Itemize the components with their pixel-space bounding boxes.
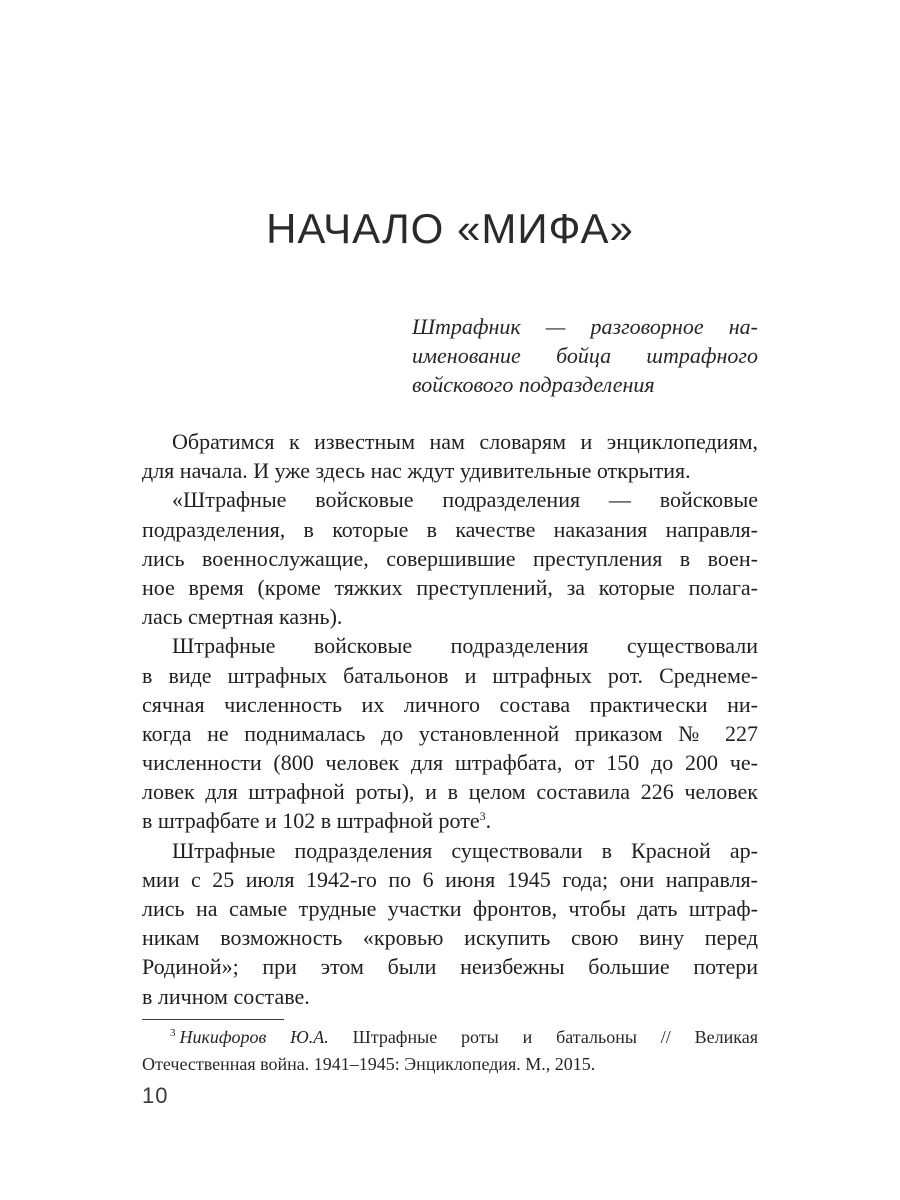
page-number: 10 [142,1083,169,1108]
paragraph-line: лись военнослужащие, совершившие преступления в воен- [142,545,758,571]
paragraph-line: Штрафные войсковые подразделения существовали [172,633,758,659]
paragraph-line: ное время (кроме тяжких преступлений, за которые полага- [142,574,758,600]
footnote-author: Никифоров Ю.А. [179,1027,329,1047]
epigraph-line: Штрафник — разговорное на- [412,314,758,339]
epigraph [412,312,758,399]
paragraph-line-with-footnote [142,806,758,835]
paragraph-line: для начала. И уже здесь нас ждут удивительные открытия. [142,458,691,484]
paragraph-line: «Штрафные войсковые подразделения — войсковые [172,487,758,513]
footnote-reference[interactable]: 3 [479,809,486,824]
paragraph-line: в виде штрафных батальонов и штрафных рот. Среднеме- [142,662,758,688]
body-text [142,427,758,1011]
paragraph-line-text: в штрафбате и 102 в штрафной роте [142,808,480,834]
epigraph-line: именование бойца штрафного [412,343,758,368]
footnote-divider [142,1019,284,1020]
paragraph-line: численности (800 человек для штрафбата, от 150 до 200 че- [142,750,758,776]
chapter-title: НАЧАЛО «МИФА» [266,205,634,252]
paragraph-line: когда не поднималась до установленной приказом № 227 [142,720,758,746]
paragraph-line: Штрафные подразделения существовали в Красной ар- [172,837,758,863]
paragraph-line: подразделения, в которые в качестве наказания направля- [142,516,758,542]
paragraph-line: сячная численность их личного состава практически ни- [142,691,758,717]
footnote-line [142,1024,758,1051]
paragraph-line: лась смертная казнь). [142,604,343,630]
footnote-mark: 3 [170,1027,176,1039]
paragraph-line: мии с 25 июля 1942-го по 6 июня 1945 года; они направля- [142,866,758,892]
paragraph-line: Обратимся к известным нам словарям и энциклопедиям, [172,429,758,454]
footnote-line: Отечественная война. 1941–1945: Энциклопедия. М., 2015. [142,1054,596,1074]
epigraph-line: войскового подразделения [412,372,655,397]
line-end-punct: . [485,808,492,834]
paragraph-line: в личном составе. [142,983,310,1009]
footnote [142,1024,758,1078]
paragraph-line: лись на самые трудные участки фронтов, чтобы дать штраф- [142,896,758,921]
paragraph-line: ловек для штрафной роты), и в целом составила 226 человек [142,779,758,805]
paragraph-line: Родиной»; при этом были неизбежны большие потери [142,954,758,980]
paragraph-line: никам возможность «кровью искупить свою вину перед [142,925,758,951]
footnote-text: Штрафные роты и батальоны // Великая [352,1027,759,1047]
